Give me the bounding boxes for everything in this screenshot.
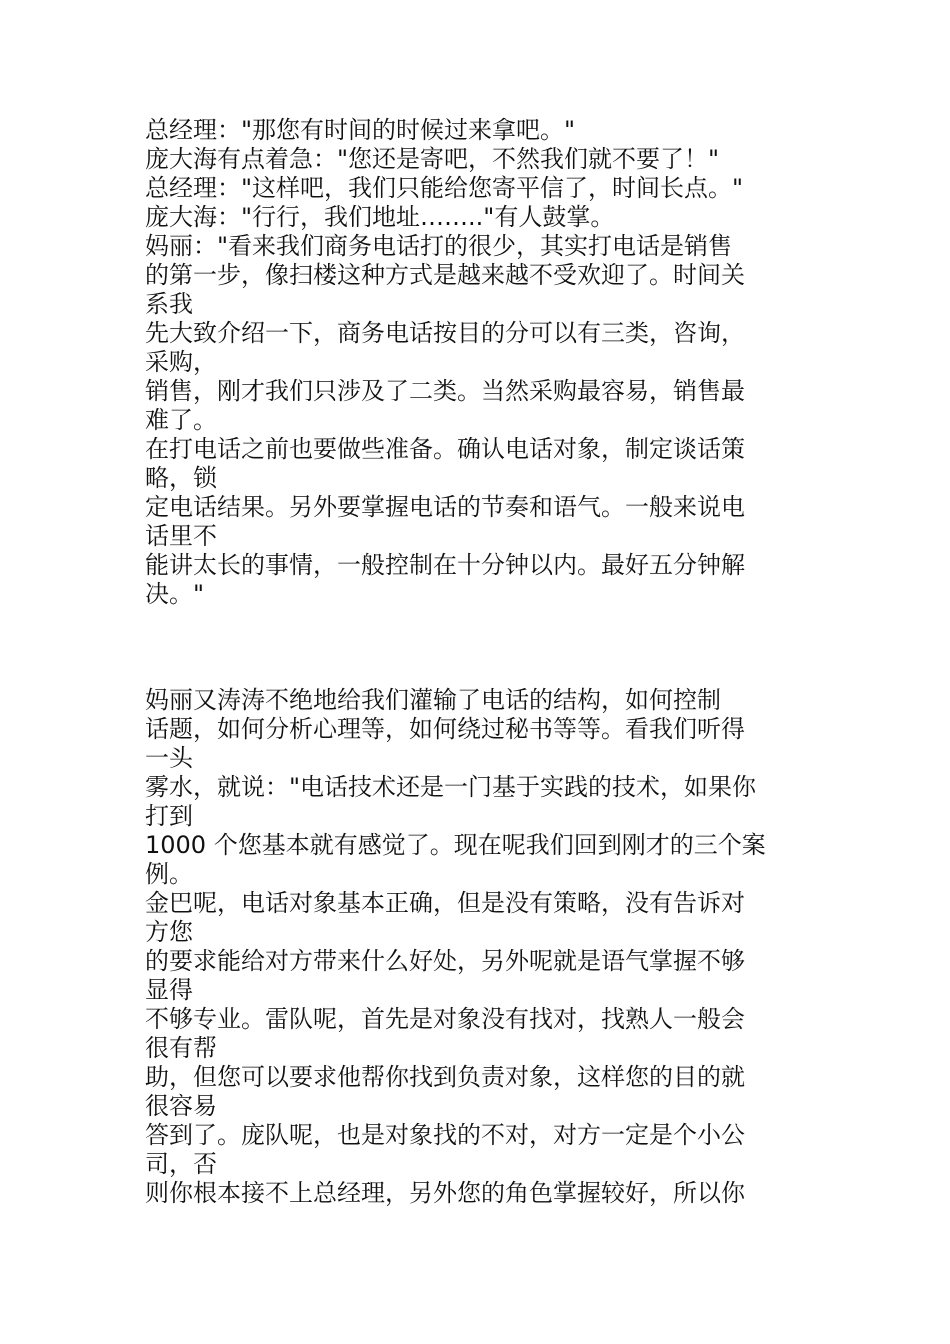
text-line: 先大致介绍一下，商务电话按目的分可以有三类，咨询， xyxy=(145,319,745,347)
text-line: 销售，刚才我们只涉及了二类。当然采购最容易，销售最 xyxy=(145,377,745,405)
text-line: 话题，如何分析心理等，如何绕过秘书等等。看我们听得 xyxy=(145,715,745,743)
text-line: 的要求能给对方带来什么好处，另外呢就是语气掌握不够 xyxy=(145,947,745,975)
text-line: 难了。 xyxy=(145,406,217,434)
text-line: 金巴呢，电话对象基本正确，但是没有策略，没有告诉对 xyxy=(145,889,745,917)
text-line: 庞大海有点着急："您还是寄吧，不然我们就不要了！" xyxy=(145,145,720,173)
text-line: 雾水，就说："电话技术还是一门基于实践的技术，如果你 xyxy=(145,773,757,801)
text-line: 决。" xyxy=(145,580,205,608)
text-line: 很容易 xyxy=(145,1092,217,1120)
text-line: 总经理："那您有时间的时候过来拿吧。" xyxy=(145,116,576,144)
text-line: 定电话结果。另外要掌握电话的节奏和语气。一般来说电 xyxy=(145,493,745,521)
text-line: 妈丽又涛涛不绝地给我们灌输了电话的结构，如何控制 xyxy=(145,686,721,714)
text-line: 庞大海："行行，我们地址…….."有人鼓掌。 xyxy=(145,203,615,231)
text-line: 答到了。庞队呢，也是对象找的不对，对方一定是个小公 xyxy=(145,1121,745,1149)
text-line: 在打电话之前也要做些准备。确认电话对象，制定谈话策 xyxy=(145,435,745,463)
text-line: 例。 xyxy=(145,860,193,888)
text-line: 略，锁 xyxy=(145,464,217,492)
text-line: 系我 xyxy=(145,290,193,318)
text-line: 则你根本接不上总经理，另外您的角色掌握较好，所以你 xyxy=(145,1179,745,1207)
text-line: 话里不 xyxy=(145,522,217,550)
text-line: 采购， xyxy=(145,348,217,376)
text-line: 不够专业。雷队呢，首先是对象没有找对，找熟人一般会 xyxy=(145,1005,745,1033)
text-line: 助，但您可以要求他帮你找到负责对象，这样您的目的就 xyxy=(145,1063,745,1091)
text-line: 司，否 xyxy=(145,1150,217,1178)
text-line: 显得 xyxy=(145,976,193,1004)
text-line: 打到 xyxy=(145,802,193,830)
text-line: 很有帮 xyxy=(145,1034,217,1062)
paragraph-explanation xyxy=(145,686,825,1208)
text-line: 能讲太长的事情，一般控制在十分钟以内。最好五分钟解 xyxy=(145,551,745,579)
text-line: 一头 xyxy=(145,744,193,772)
text-line: 方您 xyxy=(145,918,193,946)
text-line: 妈丽："看来我们商务电话打的很少，其实打电话是销售 xyxy=(145,232,733,260)
paragraph-dialogue xyxy=(145,116,825,609)
text-line: 的第一步，像扫楼这种方式是越来越不受欢迎了。时间关 xyxy=(145,261,745,289)
text-line: 1000 个您基本就有感觉了。现在呢我们回到刚才的三个案 xyxy=(145,831,766,859)
text-line: 总经理："这样吧，我们只能给您寄平信了，时间长点。" xyxy=(145,174,744,202)
